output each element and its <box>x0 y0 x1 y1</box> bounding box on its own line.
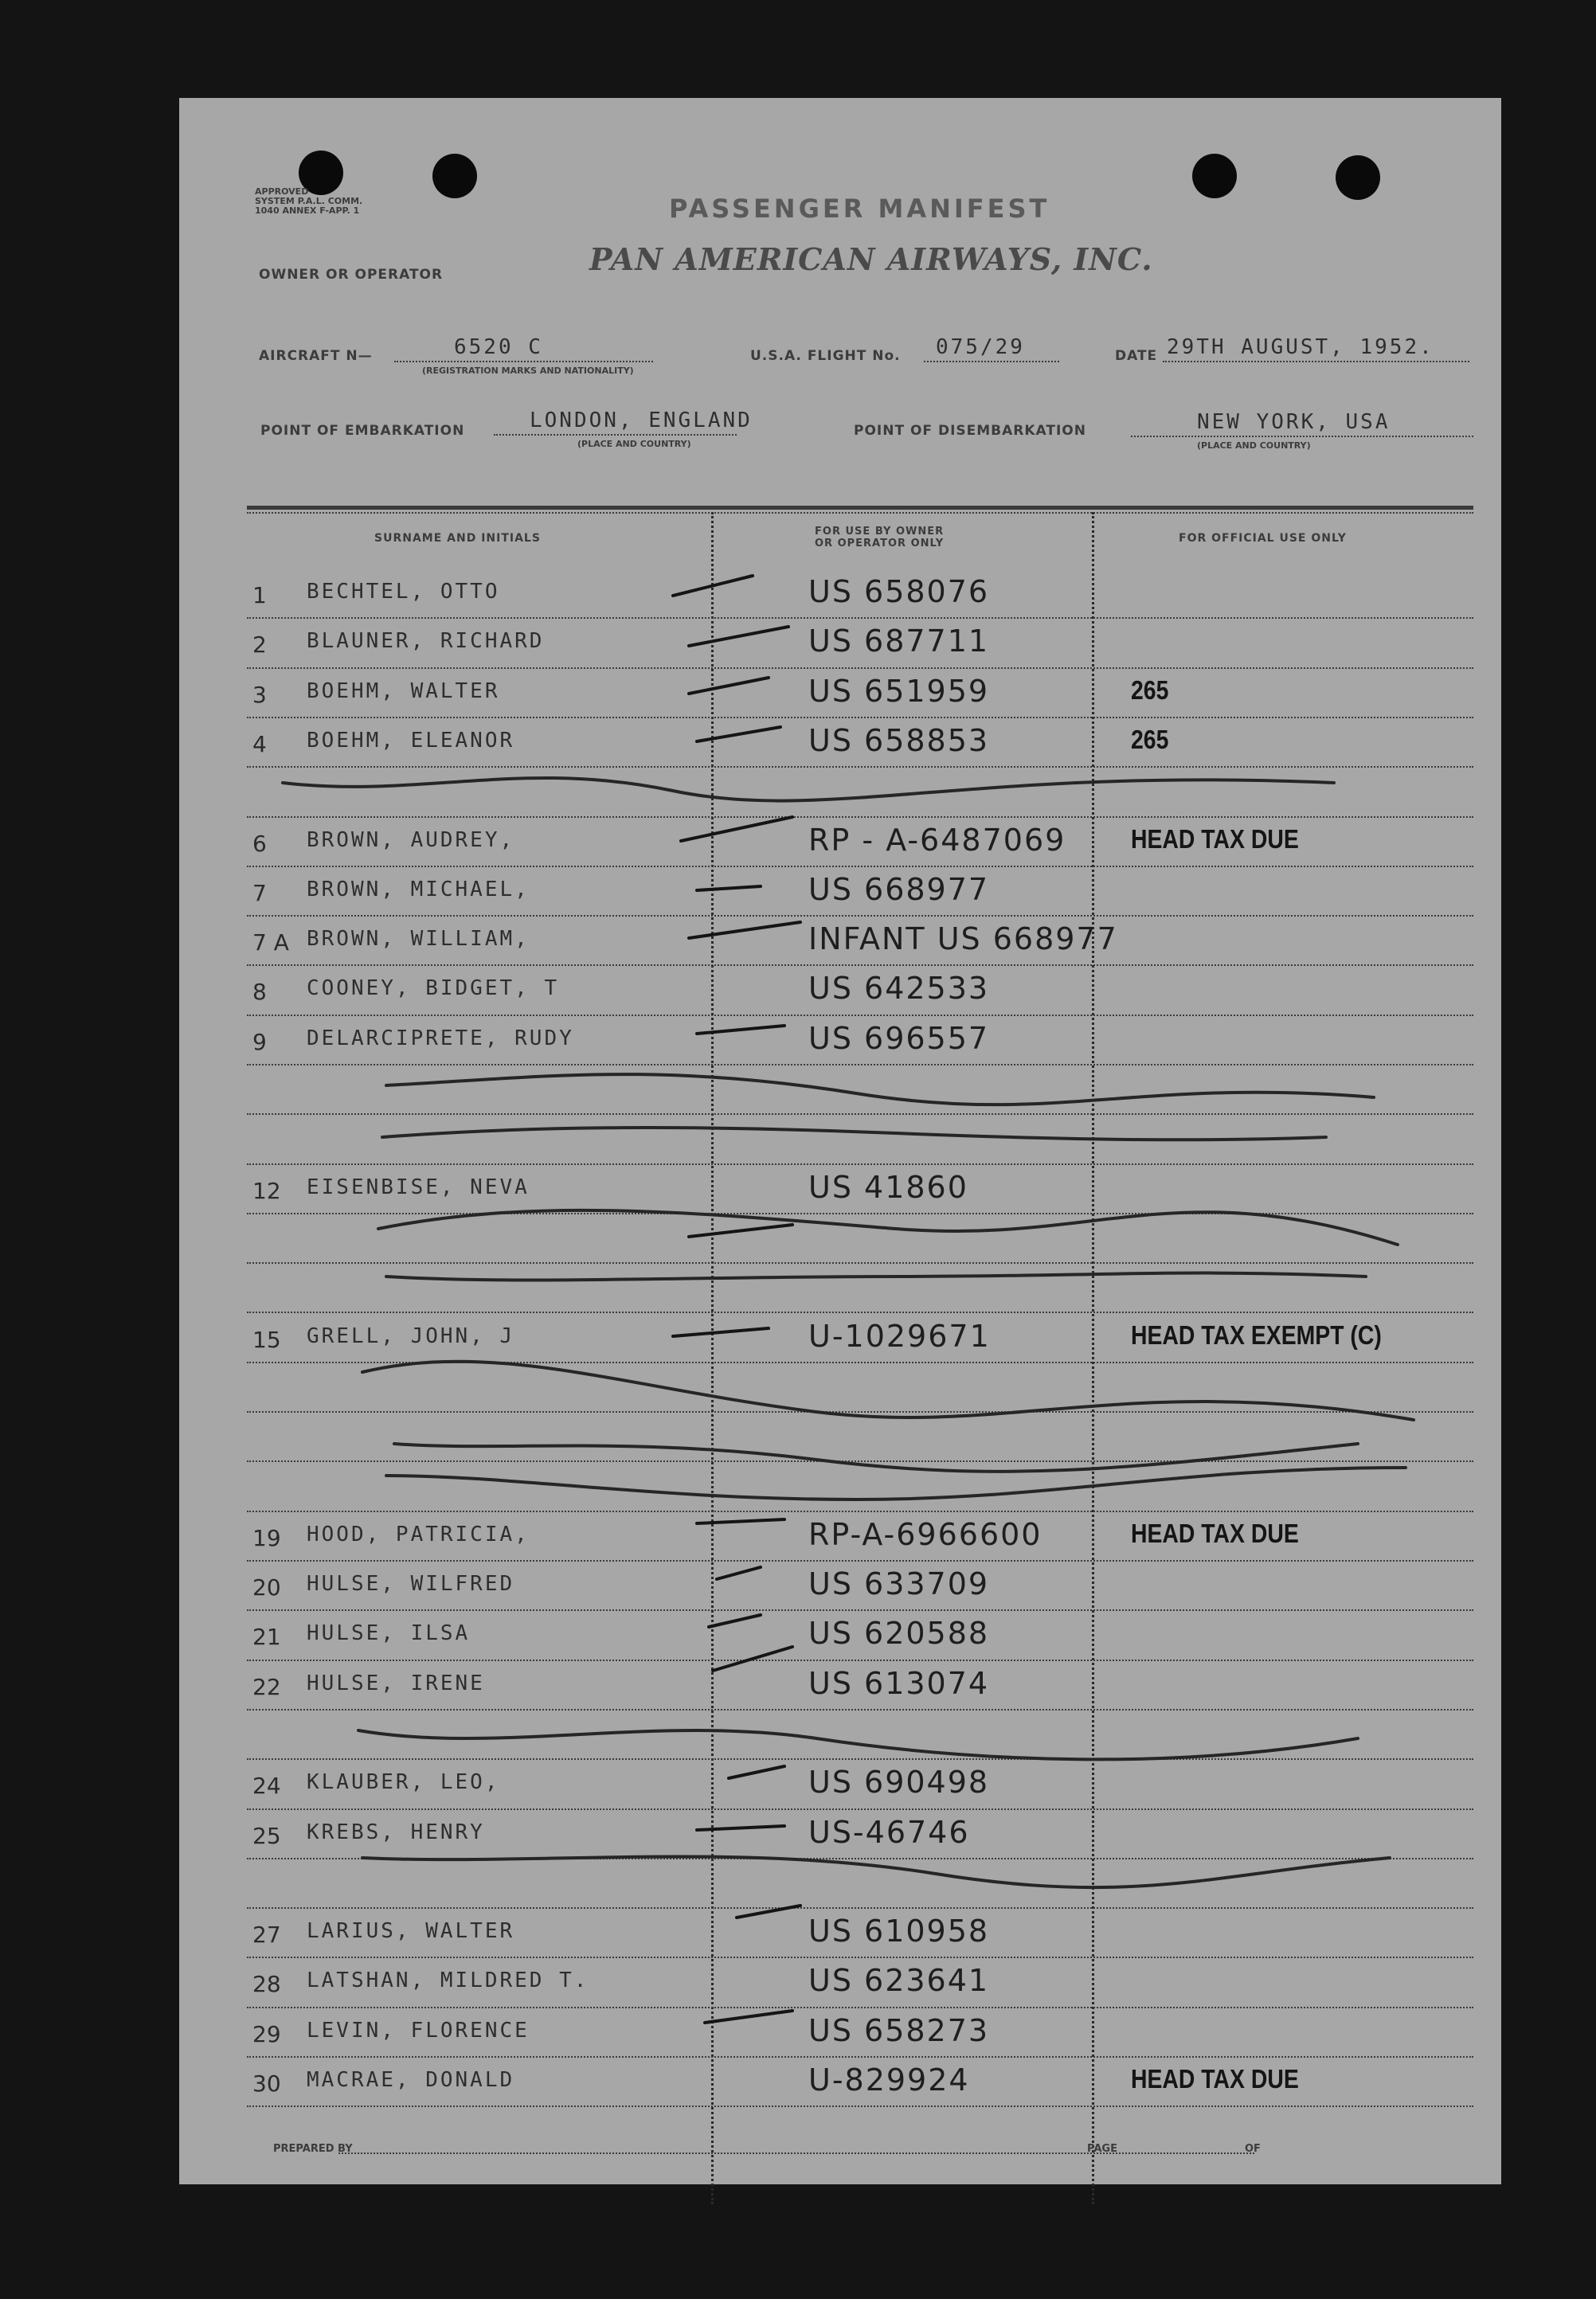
passenger-name: BOEHM, ELEANOR <box>307 729 515 753</box>
cancellation-strokes <box>283 778 1414 1887</box>
row-number: 27 <box>252 1922 281 1948</box>
passport-ref: US 642533 <box>808 971 990 1006</box>
passenger-name: BLAUNER, RICHARD <box>307 629 545 653</box>
passport-ref: INFANT US 668977 <box>808 921 1118 956</box>
aircraft-label: AIRCRAFT N— <box>259 348 373 364</box>
of-label: OF <box>1245 2143 1261 2155</box>
row-number: 3 <box>252 682 267 708</box>
passenger-name: EISENBISE, NEVA <box>307 1175 530 1199</box>
disembark-value: NEW YORK, USA <box>1197 410 1391 434</box>
passenger-name: HULSE, WILFRED <box>307 1572 515 1596</box>
passenger-name: LATSHAN, MILDRED T. <box>307 1969 589 1992</box>
passport-ref: U-1029671 <box>808 1319 991 1354</box>
row-number: 19 <box>252 1525 281 1551</box>
disembark-label: POINT OF DISEMBARKATION <box>854 423 1086 439</box>
row-number: 25 <box>252 1823 281 1849</box>
passenger-name: LARIUS, WALTER <box>307 1919 515 1943</box>
passport-ref: US 668977 <box>808 872 990 907</box>
passport-ref: RP - A-6487069 <box>808 823 1066 858</box>
disembark-note: (PLACE AND COUNTRY) <box>1197 440 1311 451</box>
official-note: HEAD TAX EXEMPT (C) <box>1131 1320 1382 1350</box>
passenger-name: BROWN, WILLIAM, <box>307 927 530 951</box>
passport-ref: RP-A-6966600 <box>808 1517 1042 1552</box>
official-note: HEAD TAX DUE <box>1131 1519 1299 1548</box>
row-number: 20 <box>252 1574 281 1601</box>
passenger-name: DELARCIPRETE, RUDY <box>307 1026 574 1050</box>
header-official: FOR OFFICIAL USE ONLY <box>1179 532 1347 545</box>
passenger-name: COONEY, BIDGET, T <box>307 976 560 1000</box>
aircraft-value: 6520 C <box>454 335 543 359</box>
company-name: PAN AMERICAN AIRWAYS, INC. <box>589 241 1153 277</box>
passport-ref: US 613074 <box>808 1666 990 1701</box>
passport-ref: US 41860 <box>808 1170 968 1205</box>
aircraft-note: (REGISTRATION MARKS AND NATIONALITY) <box>422 366 634 376</box>
passenger-name: BROWN, AUDREY, <box>307 828 515 852</box>
passenger-name: BROWN, MICHAEL, <box>307 878 530 901</box>
passport-ref: US 687711 <box>808 624 990 659</box>
passport-ref: US 620588 <box>808 1616 990 1651</box>
passenger-name: KREBS, HENRY <box>307 1820 485 1844</box>
row-number: 7 <box>252 880 267 906</box>
row-number: 1 <box>252 582 267 608</box>
row-number: 7 A <box>252 929 289 956</box>
row-number: 22 <box>252 1674 281 1700</box>
passenger-name: MACRAE, DONALD <box>307 2068 515 2092</box>
row-number: 24 <box>252 1773 281 1799</box>
passenger-name: GRELL, JOHN, J <box>307 1324 515 1348</box>
row-number: 30 <box>252 2070 281 2097</box>
embark-note: (PLACE AND COUNTRY) <box>577 439 691 449</box>
passenger-name: HULSE, IRENE <box>307 1671 485 1695</box>
passport-ref: US 696557 <box>808 1021 990 1056</box>
embark-label: POINT OF EMBARKATION <box>260 423 465 439</box>
approval-line: APPROVED <box>255 186 309 197</box>
approval-line: SYSTEM P.A.L. COMM. <box>255 196 363 206</box>
passport-ref: US 633709 <box>808 1566 990 1601</box>
passenger-name: BOEHM, WALTER <box>307 679 500 703</box>
passenger-name: KLAUBER, LEO, <box>307 1770 500 1794</box>
row-number: 21 <box>252 1624 281 1650</box>
row-number: 8 <box>252 979 267 1005</box>
passport-ref: US 651959 <box>808 674 990 709</box>
date-label: DATE <box>1115 348 1158 364</box>
flight-value: 075/29 <box>936 335 1025 359</box>
approval-line: 1040 ANNEX F-APP. 1 <box>255 205 360 216</box>
date-value: 29TH AUGUST, 1952. <box>1167 335 1434 359</box>
official-note: 265 <box>1131 725 1169 754</box>
header-owner-line: FOR USE BY OWNER <box>815 526 945 538</box>
prepared-by-label: PREPARED BY <box>273 2143 353 2155</box>
embark-value: LONDON, ENGLAND <box>530 409 753 432</box>
official-note: HEAD TAX DUE <box>1131 824 1299 854</box>
row-number: 15 <box>252 1327 281 1353</box>
header-surname: SURNAME AND INITIALS <box>374 532 541 545</box>
row-number: 28 <box>252 1971 281 1997</box>
passport-ref: US 658076 <box>808 574 990 609</box>
passport-ref: US-46746 <box>808 1815 970 1850</box>
manifest-sheet <box>179 98 1501 2184</box>
row-number: 12 <box>252 1178 281 1204</box>
passport-ref: US 658853 <box>808 723 990 758</box>
passport-ref: US 658273 <box>808 2013 990 2048</box>
flight-label: U.S.A. FLIGHT No. <box>750 348 901 364</box>
passport-ref: US 623641 <box>808 1963 990 1998</box>
passenger-name: HULSE, ILSA <box>307 1621 471 1645</box>
official-note: HEAD TAX DUE <box>1131 2064 1299 2094</box>
page-label: PAGE <box>1087 2143 1117 2155</box>
passenger-name: LEVIN, FLORENCE <box>307 2019 530 2043</box>
handwriting-overlay <box>179 98 1501 2184</box>
passport-ref: US 610958 <box>808 1914 990 1949</box>
owner-label: OWNER OR OPERATOR <box>259 267 444 283</box>
manifest-title: PASSENGER MANIFEST <box>669 194 1050 224</box>
passenger-name: HOOD, PATRICIA, <box>307 1523 530 1546</box>
official-note: 265 <box>1131 675 1169 705</box>
row-number: 9 <box>252 1029 267 1055</box>
row-number: 29 <box>252 2021 281 2047</box>
passport-ref: US 690498 <box>808 1765 990 1800</box>
header-owner-line: OR OPERATOR ONLY <box>815 538 945 549</box>
row-number: 2 <box>252 631 267 658</box>
row-number: 4 <box>252 731 267 757</box>
row-number: 6 <box>252 831 267 857</box>
passenger-name: BECHTEL, OTTO <box>307 580 500 604</box>
passport-ref: U-829924 <box>808 2062 970 2098</box>
